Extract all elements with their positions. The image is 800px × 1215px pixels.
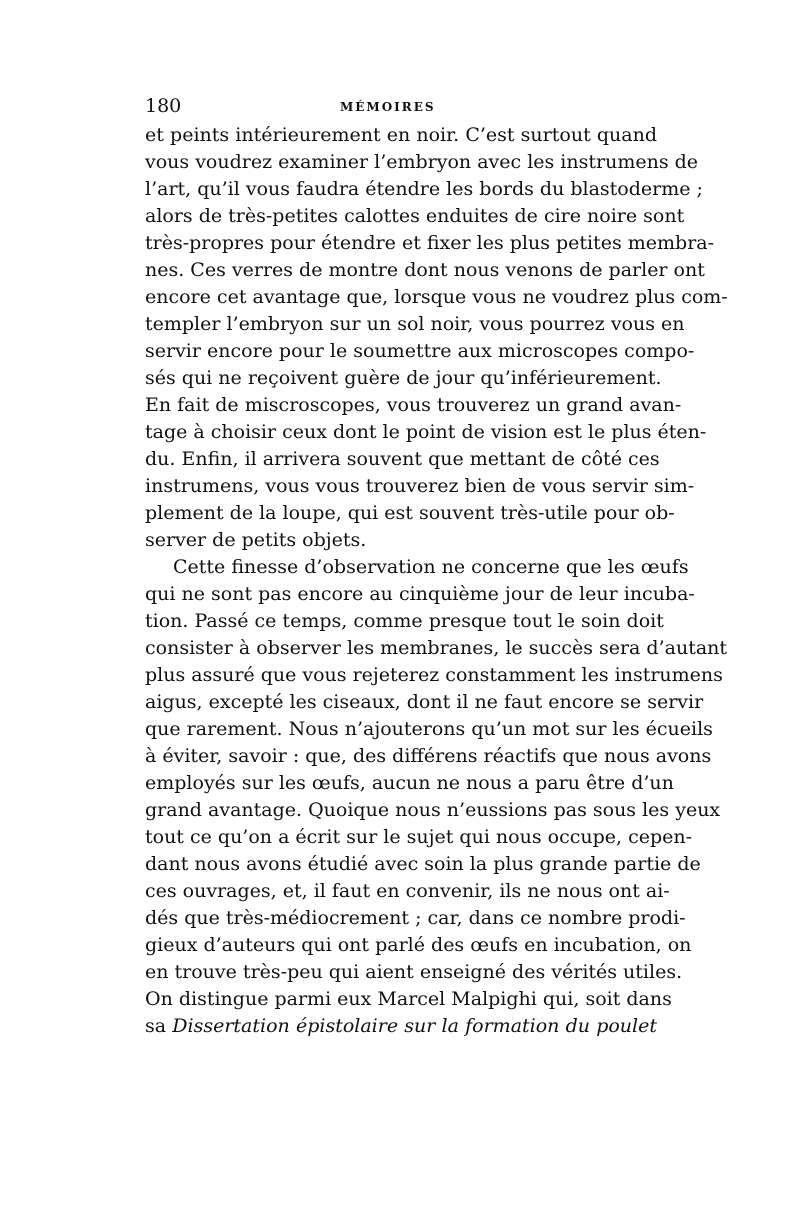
final-line-prefix: sa bbox=[145, 1015, 173, 1037]
text-line: plus assuré que vous rejeterez constamment les instrumens bbox=[145, 664, 723, 686]
text-line: En fait de miscroscopes, vous trouverez un grand avan- bbox=[145, 394, 682, 416]
text-line: très-propres pour étendre et fixer les plus petites membra- bbox=[145, 232, 715, 254]
text-line: sés qui ne reçoivent guère de jour qu’inférieurement. bbox=[145, 367, 662, 389]
text-line: dant nous avons étudié avec soin la plus grande partie de bbox=[145, 853, 701, 875]
text-line: qui ne sont pas encore au cinquième jour de leur incuba- bbox=[145, 583, 695, 605]
text-line: et peints intérieurement en noir. C’est surtout quand bbox=[145, 124, 657, 146]
text-line: aigus, excepté les ciseaux, dont il ne faut encore se servir bbox=[145, 691, 704, 713]
text-line: templer l’embryon sur un sol noir, vous pourrez vous en bbox=[145, 313, 685, 335]
text-line: ces ouvrages, et, il faut en convenir, ils ne nous ont ai- bbox=[145, 880, 670, 902]
text-line: encore cet avantage que, lorsque vous ne voudrez plus com- bbox=[145, 286, 728, 308]
text-line: que rarement. Nous n’ajouterons qu’un mot sur les écueils bbox=[145, 718, 713, 740]
text-line: l’art, qu’il vous faudra étendre les bords du blastoderme ; bbox=[145, 178, 703, 200]
text-line: à éviter, savoir : que, des différens réactifs que nous avons bbox=[145, 745, 712, 767]
text-line: vous voudrez examiner l’embryon avec les instrumens de bbox=[145, 151, 699, 173]
text-line: Cette finesse d’observation ne concerne que les œufs bbox=[173, 556, 689, 578]
text-line: tout ce qu’on a écrit sur le sujet qui nous occupe, cepen- bbox=[145, 826, 693, 848]
text-line: instrumens, vous vous trouverez bien de vous servir sim- bbox=[145, 475, 695, 497]
text-line: On distingue parmi eux Marcel Malpighi qui, soit dans bbox=[145, 988, 672, 1010]
page-number: 180 bbox=[145, 95, 182, 117]
body-text bbox=[145, 122, 728, 1040]
text-line: servir encore pour le soumettre aux microscopes compo- bbox=[145, 340, 695, 362]
text-line: tion. Passé ce temps, comme presque tout le soin doit bbox=[145, 610, 664, 632]
text-line: consister à observer les membranes, le succès sera d’autant bbox=[145, 637, 728, 659]
text-line: en trouve très-peu qui aient enseigné des vérités utiles. bbox=[145, 961, 683, 983]
italic-title: Dissertation épistolaire sur la formation du poulet bbox=[172, 1015, 658, 1037]
text-line: grand avantage. Quoique nous n’eussions pas sous les yeux bbox=[145, 799, 721, 821]
running-head: MÉMOIRES bbox=[340, 100, 436, 114]
text-line: plement de la loupe, qui est souvent très-utile pour ob- bbox=[145, 502, 675, 524]
text-line: tage à choisir ceux dont le point de vision est le plus éten- bbox=[145, 421, 707, 443]
text-line: gieux d’auteurs qui ont parlé des œufs en incubation, on bbox=[145, 934, 692, 956]
text-line: server de petits objets. bbox=[145, 529, 367, 551]
page-header bbox=[145, 92, 665, 120]
text-line: employés sur les œufs, aucun ne nous a paru être d’un bbox=[145, 772, 674, 794]
text-line: dés que très-médiocrement ; car, dans ce nombre prodi- bbox=[145, 907, 686, 929]
text-line-final bbox=[145, 1013, 657, 1040]
text-line: nes. Ces verres de montre dont nous venons de parler ont bbox=[145, 259, 705, 281]
text-line: du. Enfin, il arrivera souvent que mettant de côté ces bbox=[145, 448, 660, 470]
text-line: alors de très-petites calottes enduites de cire noire sont bbox=[145, 205, 685, 227]
